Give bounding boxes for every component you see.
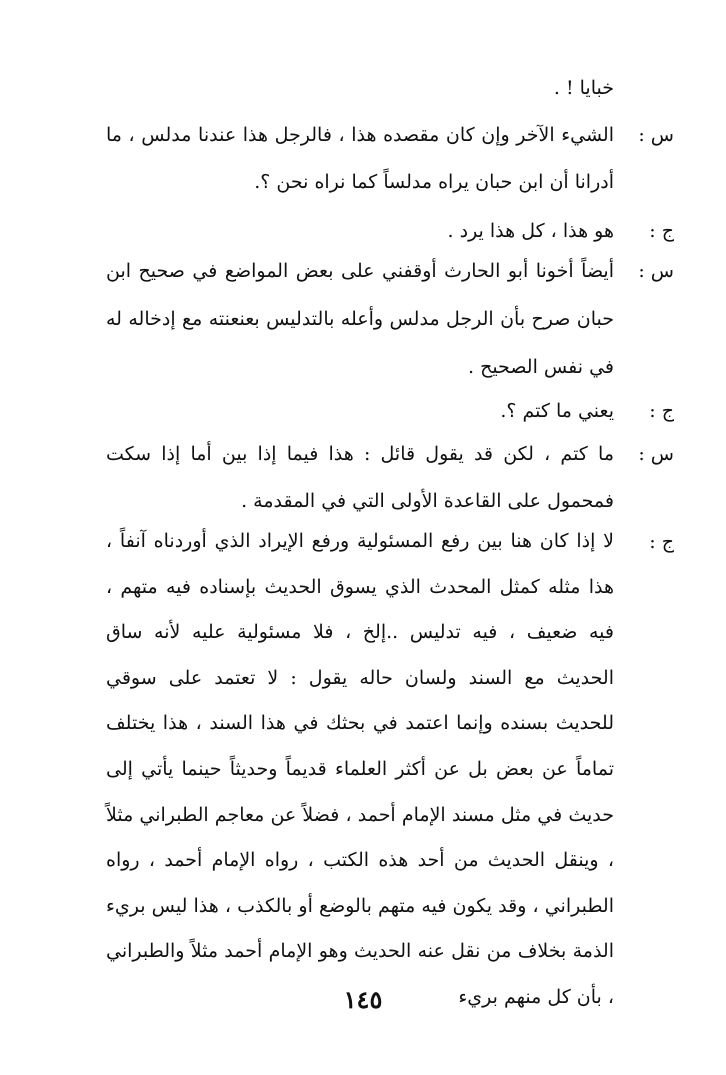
lead-line: خبايا ! . — [553, 77, 614, 99]
block-text: لا إذا كان هنا بين رفع المسئولية ورفع الإيراد الذي أوردناه آنفاً ، هذا مثله كمثل المحدث الذي يسوق الحديث بإسناده فيه متهم ، فيه ضعيف ، فيه تدليس ..إلخ ، فلا مسئولية عليه لأنه ساق الحديث مع السند ولسان حاله يقول : لا تعتمد على سوقي للحديث بسنده وإنما اعتمد في بحثك في هذا السند ، هذا يختلف تماماً عن بعض بل عن أكثر العلماء قديماً وحديثاً حينما يأتي إلى حديث في مثل مسند الإمام أحمد ، فضلاً عن معاجم الطبراني مثلاً ، وينقل الحديث من أحد هذه الكتب ، رواه الإمام أحمد ، رواه الطبراني ، وقد يكون فيه متهم بالوضع أو بالكذب ، هذا ليس بريء الذمة بخلاف من نقل عنه الحديث وهو الإمام أحمد مثلاً والطبراني ، بأن كل منهم بريء — [106, 530, 614, 1008]
block-text: ما كتم ، لكن قد يقول قائل : هذا فيما إذا بين أما إذا سكت فمحمول على القاعدة الأولى التي في المقدمة . — [106, 443, 614, 512]
block-text: يعني ما كتم ؟. — [500, 400, 614, 422]
block-text: هو هذا ، كل هذا يرد . — [447, 220, 614, 242]
speaker-label: ج : — [649, 531, 674, 553]
block-text: الشيء الآخر وإن كان مقصده هذا ، فالرجل هذا عندنا مدلس ، ما أدرانا أن ابن حبان يراه مدلساً كما نراه نحن ؟. — [106, 124, 614, 193]
speaker-label: س : — [638, 124, 674, 146]
speaker-label: س : — [638, 260, 674, 282]
block-text: أيضاً أخونا أبو الحارث أوقفني على بعض المواضع في صحيح ابن حبان صرح بأن الرجل مدلس وأعله بالتدليس بعنعنته مع إدخاله له في نفس الصحيح . — [106, 260, 614, 378]
speaker-label: س : — [638, 443, 674, 465]
page-number: ١٤٥ — [343, 985, 383, 1014]
speaker-label: ج : — [649, 220, 674, 242]
speaker-label: ج : — [649, 400, 674, 422]
